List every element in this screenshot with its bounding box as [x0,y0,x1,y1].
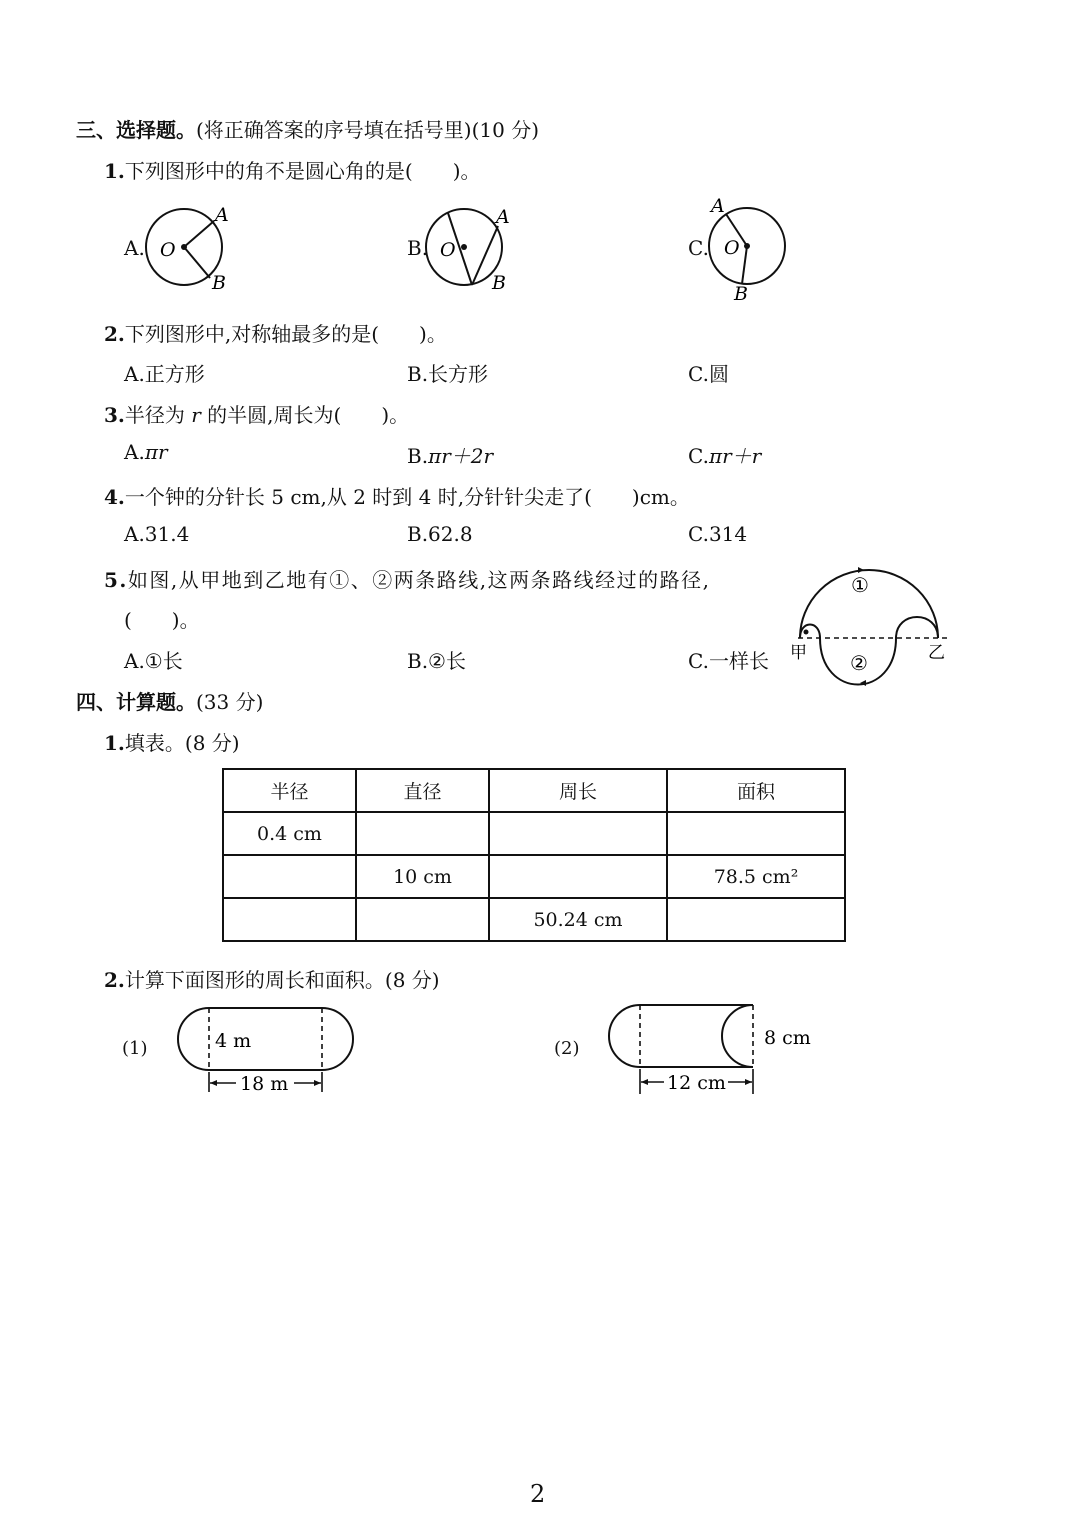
q1-b-point-a: A [496,206,510,228]
q1-option-b-figure [420,196,520,296]
q5-route-2-label: ② [850,651,868,675]
calc-question-number: 2. [104,968,125,992]
calc-figure-1 [170,1000,370,1100]
q1-c-point-b: B [734,283,748,305]
question-3 [104,399,409,428]
table-header-cell: 半径 [223,769,356,812]
table-row [223,898,845,941]
q3-option-c [688,440,761,469]
calc-question-text: 计算下面图形的周长和面积。(8 分) [124,968,440,992]
q1-option-a-figure [140,196,240,296]
calc-figure-2-height: 8 cm [764,1027,811,1049]
question-2-text: 下列图形中,对称轴最多的是( )。 [124,322,447,346]
q3-option-b [407,440,493,469]
section-4-heading [76,686,263,715]
table-question [104,727,240,756]
q1-a-center-label: O [160,239,176,261]
question-1 [104,155,481,184]
question-4-number: 4. [104,485,125,509]
table-header-row [223,769,845,812]
q5-start-label: 甲 [790,643,807,663]
q1-a-point-a: A [215,204,229,226]
q5-end-label: 乙 [928,643,945,663]
q2-option-a: A.正方形 [124,362,205,386]
question-1-number: 1. [104,159,125,183]
q1-a-point-b: B [212,272,226,294]
question-3-number: 3. [104,403,125,427]
question-5-text: 如图,从甲地到乙地有①、②两条路线,这两条路线经过的路径, [127,568,711,592]
question-2-number: 2. [104,322,125,346]
question-1-text: 下列图形中的角不是圆心角的是( )。 [124,159,481,183]
table-cell[interactable] [223,898,356,941]
section-3-heading [76,114,539,143]
q3-option-a [124,440,168,464]
table-cell[interactable] [356,812,489,855]
q5-option-c: C.一样长 [688,649,769,673]
table-cell[interactable] [489,812,667,855]
section-3-title: 三、选择题。 [76,118,196,142]
table-header-cell: 面积 [667,769,845,812]
table-cell: 0.4 cm [223,812,356,855]
section-4-note: (33 分) [196,690,264,714]
table-cell[interactable] [356,898,489,941]
q5-route-1-label: ① [851,573,869,597]
q1-option-c-label: C. [688,236,709,260]
table-header-cell: 周长 [489,769,667,812]
q1-c-center-label: O [724,237,740,259]
question-3-var-r: r [191,403,201,427]
table-header-cell: 直径 [356,769,489,812]
q5-route-figure [788,560,958,688]
q1-option-c-figure [700,190,800,308]
section-3-note: (将正确答案的序号填在括号里)(10 分) [196,118,540,142]
table-cell: 78.5 cm² [667,855,845,898]
q4-option-a: A.31.4 [124,522,190,546]
q3-option-c-prefix: C. [688,444,709,468]
table-cell[interactable] [667,812,845,855]
table-question-text: 填表。(8 分) [124,731,240,755]
calc-figure-1-length: 18 m [240,1073,289,1095]
calc-figure-1-height: 4 m [215,1030,252,1052]
question-4 [104,481,690,510]
table-cell: 50.24 cm [489,898,667,941]
q3-option-b-prefix: B. [407,444,429,468]
q4-option-b: B.62.8 [407,522,473,546]
q1-b-center-label: O [440,239,456,261]
question-3-text-pre: 半径为 [124,403,192,427]
q2-option-b: B.长方形 [407,362,489,386]
table-row [223,812,845,855]
calc-figure-1-label: (1) [122,1038,148,1059]
section-4-title: 四、计算题。 [76,690,196,714]
q3-option-a-prefix: A. [124,440,145,464]
q5-option-b: B.②长 [407,649,466,673]
q3-option-b-expr: πr＋2r [428,444,494,468]
q1-option-a-label: A. [124,236,145,260]
table-cell[interactable] [667,898,845,941]
q1-c-point-a: A [711,195,725,217]
table-cell[interactable] [489,855,667,898]
q2-option-c: C.圆 [688,362,729,386]
page-number: 2 [530,1480,546,1508]
question-3-text-post: 的半圆,周长为( )。 [200,403,410,427]
calc-figure-2-label: (2) [554,1038,580,1059]
question-2 [104,318,447,347]
question-5-line2: ( )。 [124,608,200,632]
calc-question [104,964,440,993]
table-row [223,855,845,898]
fill-table [222,768,846,942]
calc-figure-2 [600,996,820,1100]
q3-option-c-expr: πr＋r [708,444,762,468]
q3-option-a-expr: πr [144,440,168,464]
question-4-text: 一个钟的分针长 5 cm,从 2 时到 4 时,分针针尖走了( )cm。 [124,485,690,509]
calc-figure-2-length: 12 cm [667,1072,726,1094]
q4-option-c: C.314 [688,522,748,546]
table-cell[interactable] [223,855,356,898]
table-question-number: 1. [104,731,125,755]
question-5-number: 5. [104,568,128,592]
q1-option-b-label: B. [407,236,429,260]
q1-b-point-b: B [492,272,506,294]
question-5 [104,564,710,593]
table-cell: 10 cm [356,855,489,898]
q5-option-a: A.①长 [124,649,183,673]
